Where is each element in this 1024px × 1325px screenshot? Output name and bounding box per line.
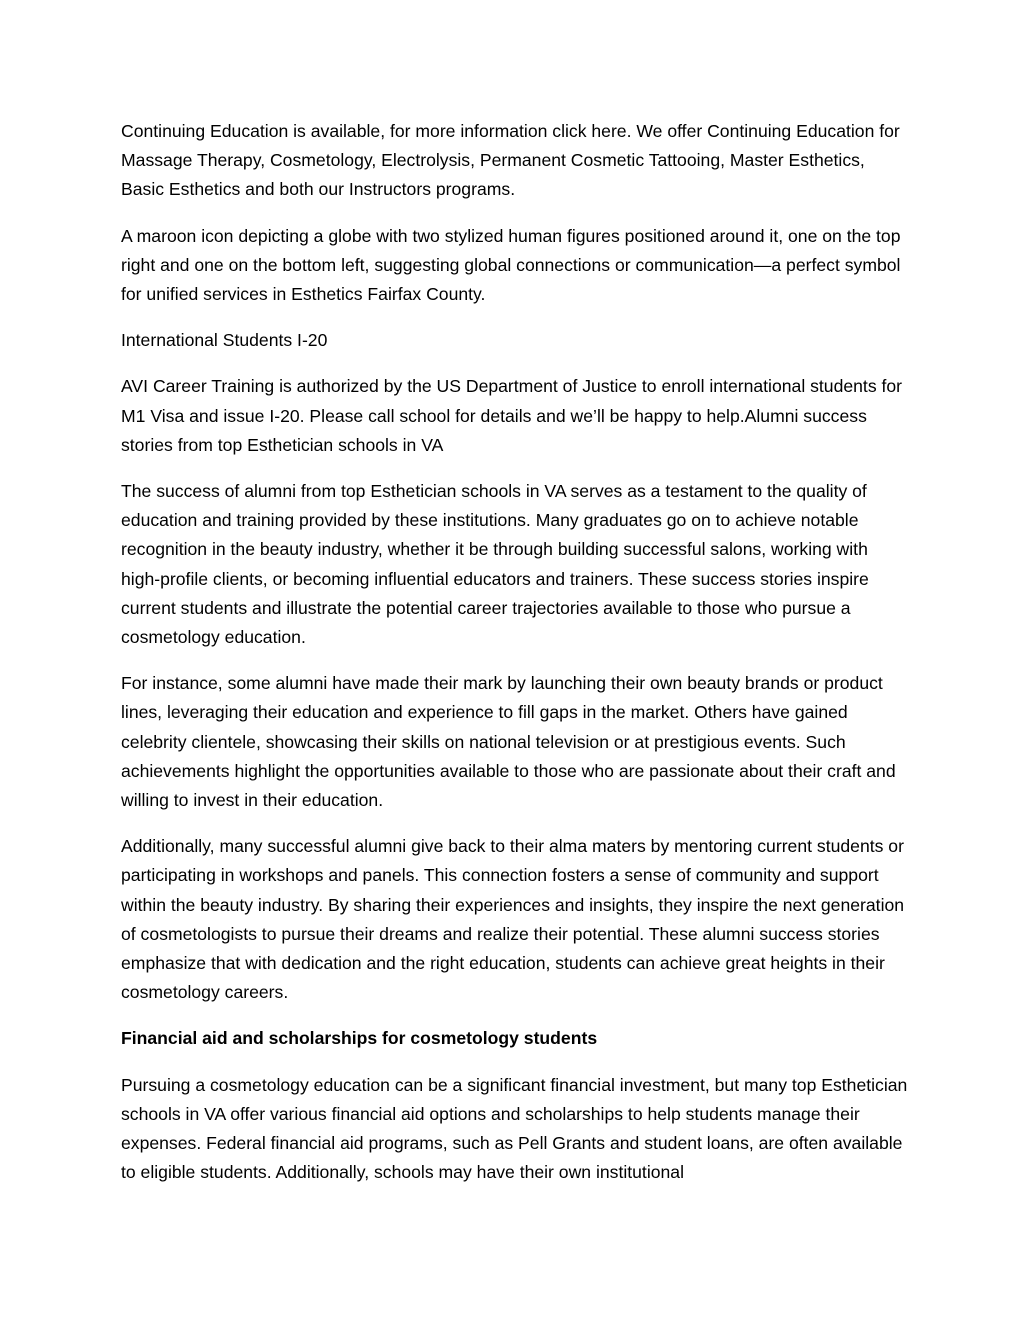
heading-financial-aid: Financial aid and scholarships for cosmetology students [121,1028,598,1049]
paragraph-globe-icon-description: A maroon icon depicting a globe with two stylized human figures positioned around it, one on the top right and one on the bottom left, suggesting global connections or communication—a perfect symbol for unified services in Esthetics Fairfax County. [121,225,901,305]
paragraph-continuing-education: Continuing Education is available, for more information click here. We offer Continuing Education for Massage Therapy, Cosmetology, Electrolysis, Permanent Cosmetic Tattooing, Master Esthetics, Basic Esthetics and both our Instructors programs. [121,121,900,200]
paragraph-pursuing-cosmetology: Pursuing a cosmetology education can be a significant financial investment, but many top Esthetician schools in VA offer various financial aid options and scholarships to help students manage their expenses. Federal financial aid programs, such as Pell Grants and student loans, are often available to eligible students. Additionally, schools may have their own institutional [121,1074,908,1183]
paragraph-alumni-success: The success of alumni from top Esthetician schools in VA serves as a testament to the quality of education and training provided by these institutions. Many graduates go on to achieve notable recognition in the beauty industry, whether it be through building successful salons, working with high-profile clients, or becoming influential educators and trainers. These success stories inspire current students and illustrate the potential career trajectories available to those who pursue a cosmetology education. [121,481,869,648]
paragraph-additionally: Additionally, many successful alumni give back to their alma maters by mentoring current students or participating in workshops and panels. This connection fosters a sense of community and support within the beauty industry. By sharing their experiences and insights, they inspire the next generation of cosmetologists to pursue their dreams and realize their potential. These alumni success stories emphasize that with dedication and the right education, students can achieve great heights in their cosmetology careers. [121,836,905,1003]
paragraph-for-instance: For instance, some alumni have made their mark by launching their own beauty brands or product lines, leveraging their education and experience to fill gaps in the market. Others have gained celebrity clientele, showcasing their skills on national television or at prestigious events. Such achievements highlight the opportunities available to those who are passionate about their craft and willing to invest in their education. [121,673,896,811]
paragraph-international-students: International Students I-20 [121,330,328,351]
paragraph-avi-career-training: AVI Career Training is authorized by the US Department of Justice to enroll international students for M1 Visa and issue I-20. Please call school for details and we’ll be happy to help.Alumni success stories from top Esthetician schools in VA [121,376,903,455]
document-page [121,117,911,1205]
